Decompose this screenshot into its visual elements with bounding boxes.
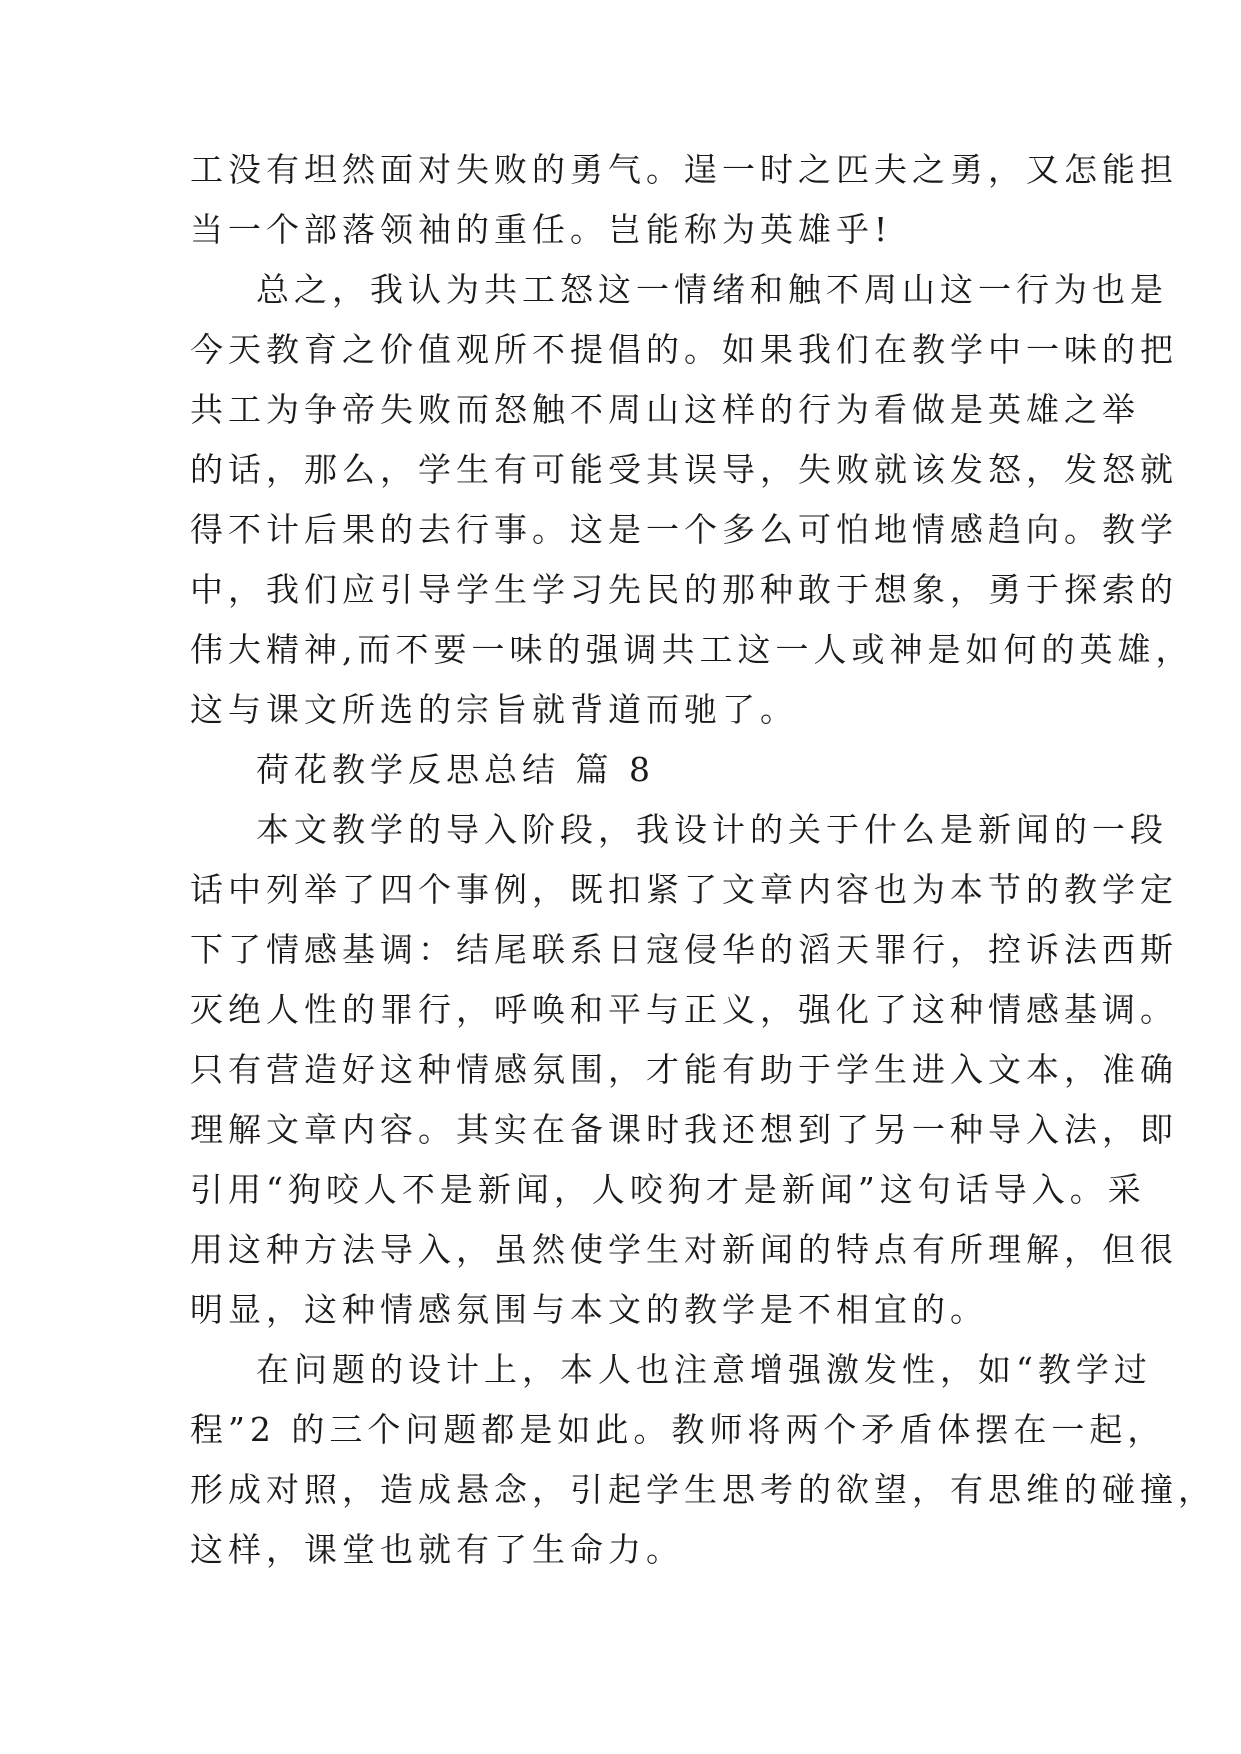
text-line: 中，我们应引导学生学习先民的那种敢于想象，勇于探索的 xyxy=(190,570,1178,609)
text-line: 伟大精神,而不要一味的强调共工这一人或神是如何的英雄， xyxy=(190,630,1194,669)
text-line: 得不计后果的去行事。这是一个多么可怕地情感趋向。教学 xyxy=(190,510,1178,549)
text-line: 这样，课堂也就有了生命力。 xyxy=(190,1530,684,1569)
text-line: 只有营造好这种情感氛围，才能有助于学生进入文本，准确 xyxy=(190,1050,1178,1089)
text-line: 明显，这种情感氛围与本文的教学是不相宜的。 xyxy=(190,1290,988,1329)
text-line: 灭绝人性的罪行，呼唤和平与正义，强化了这种情感基调。 xyxy=(190,990,1178,1029)
text-line: 程”2 的三个问题都是如此。教师将两个矛盾体摆在一起， xyxy=(190,1410,1166,1449)
paragraph-start-line: 本文教学的导入阶段，我设计的关于什么是新闻的一段 xyxy=(256,810,1168,849)
text-line: 理解文章内容。其实在备课时我还想到了另一种导入法，即 xyxy=(190,1110,1178,1149)
text-line: 形成对照，造成悬念，引起学生思考的欲望，有思维的碰撞， xyxy=(190,1470,1216,1509)
paragraph-start-line: 总之，我认为共工怒这一情绪和触不周山这一行为也是 xyxy=(256,270,1168,309)
text-line: 工没有坦然面对失败的勇气。逞一时之匹夫之勇，又怎能担 xyxy=(190,150,1178,189)
text-line: 引用“狗咬人不是新闻，人咬狗才是新闻”这句话导入。采 xyxy=(190,1170,1146,1209)
text-line: 用这种方法导入，虽然使学生对新闻的特点有所理解，但很 xyxy=(190,1230,1178,1269)
section-heading: 荷花教学反思总结 篇 8 xyxy=(256,750,655,789)
text-line: 当一个部落领袖的重任。岂能称为英雄乎! xyxy=(190,210,893,249)
text-line: 的话，那么，学生有可能受其误导，失败就该发怒，发怒就 xyxy=(190,450,1178,489)
paragraph-start-line: 在问题的设计上，本人也注意增强激发性，如“教学过 xyxy=(256,1350,1152,1389)
text-line: 共工为争帝失败而怒触不周山这样的行为看做是英雄之举 xyxy=(190,390,1140,429)
text-line: 下了情感基调：结尾联系日寇侵华的滔天罪行，控诉法西斯 xyxy=(190,930,1178,969)
text-line: 话中列举了四个事例，既扣紧了文章内容也为本节的教学定 xyxy=(190,870,1178,909)
text-line: 这与课文所选的宗旨就背道而驰了。 xyxy=(190,690,798,729)
text-line: 今天教育之价值观所不提倡的。如果我们在教学中一味的把 xyxy=(190,330,1178,369)
